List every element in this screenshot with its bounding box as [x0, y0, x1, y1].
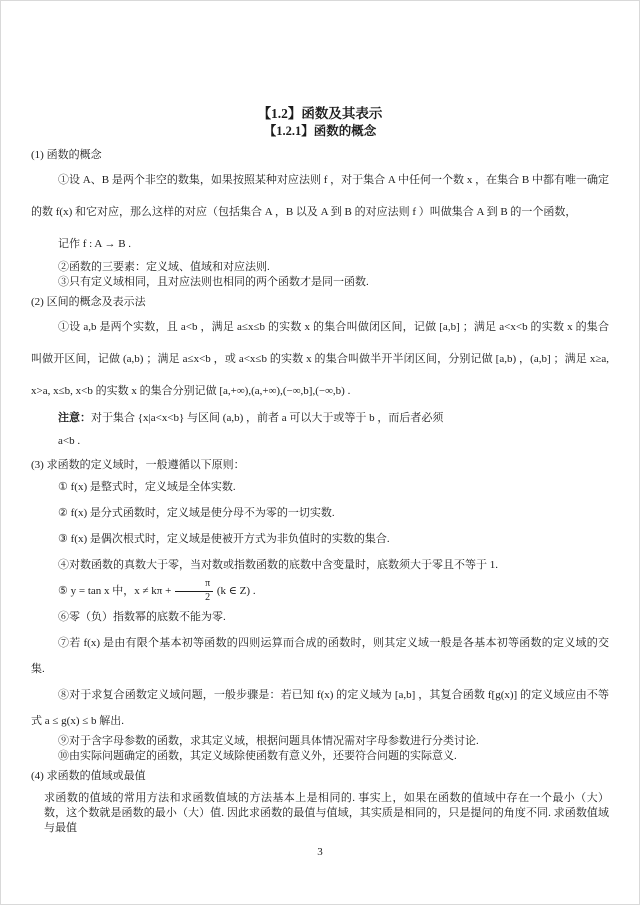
section-1-heading: (1) 函数的概念	[31, 149, 102, 161]
para-rule-5: ⑤ y = tan x 中，x ≠ kπ + $\frac{\pi}{2}$ (k ∈ Z) .	[58, 578, 256, 603]
para-rule-6: ⑥零（负）指数幂的底数不能为零.	[58, 611, 226, 623]
para-note-continuation: a<b .	[58, 435, 81, 447]
para-rule-3: ③ f(x) 是偶次根式时，定义域是使被开方式为非负值时的实数的集合.	[58, 533, 390, 545]
para-rule-9: ⑨对于含字母参数的函数，求其定义域，根据问题具体情况需对字母参数进行分类讨论.	[58, 735, 479, 747]
page-number: 3	[317, 846, 323, 858]
para-rule-10: ⑩由实际问题确定的函数，其定义域除使函数有意义外，还要符合问题的实际意义.	[58, 750, 457, 762]
document-title: 【1.2】函数及其表示	[257, 106, 383, 121]
para-rule-8: ⑧对于求复合函数定义域问题，一般步骤是：若已知 f(x) 的定义域为 [a,b] ，其复合函数 f[g(x)] 的定义域应由不等式 a ≤ g(x) ≤ b 解出.	[31, 689, 609, 727]
para-function-definition: ①设 A、B 是两个非空的数集，如果按照某种对应法则 f ，对于集合 A 中任何一个数 x ，在集合 B 中都有唯一确定的数 f(x) 和它对应，那么这样的对应（包括集合 A ，B 以及 A 到 B 的对应法则 f ）叫做集合 A 到 B 的一个函数，	[31, 174, 609, 218]
section-3-heading: (3) 求函数的定义域时，一般遵循以下原则：	[31, 459, 245, 471]
para-range-method: 求函数的值域的常用方法和求函数值域的方法基本上是相同的. 事实上，如果在函数的值域中存在一个最小（大）数，这个数就是函数的最小（大）值. 因此求函数的最值与值域，其实质是相同的，只是提问的角度不同. 求函数值域与最值	[44, 792, 609, 834]
section-4-heading: (4) 求函数的值域或最值	[31, 770, 146, 782]
para-three-elements: ②函数的三要素：定义域、值域和对应法则.	[58, 261, 270, 273]
para-rule-1: ① f(x) 是整式时，定义域是全体实数.	[58, 481, 236, 493]
para-function-notation: 记作 f : A → B .	[58, 238, 132, 250]
para-rule-2: ② f(x) 是分式函数时，定义域是使分母不为零的一切实数.	[58, 507, 335, 519]
document-subtitle: 【1.2.1】函数的概念	[263, 124, 377, 138]
fraction: $\frac{\pi}{2}$	[175, 579, 213, 603]
para-rule-7: ⑦若 f(x) 是由有限个基本初等函数的四则运算而合成的函数时，则其定义域一般是各基本初等函数的定义域的交集.	[31, 637, 609, 675]
para-rule-4: ④对数函数的真数大于零，当对数或指数函数的底数中含变量时，底数须大于零且不等于 1.	[58, 559, 498, 571]
para-same-function: ③只有定义域相同，且对应法则也相同的两个函数才是同一函数.	[58, 276, 369, 288]
section-2-heading: (2) 区间的概念及表示法	[31, 296, 146, 308]
document-body	[31, 147, 609, 836]
note-label: 注意：	[58, 412, 91, 424]
para-interval-definition: ①设 a,b 是两个实数，且 a<b ，满足 a≤x≤b 的实数 x 的集合叫做闭区间，记做 [a,b] ；满足 a<x<b 的实数 x 的集合叫做开区间，记做 (a,b) ；满足 a≤x<b ，或 a<x≤b 的实数 x 的集合叫做半开半闭区间，分别记做 [a,b) ，(a,b] ；满足 x≥a, x>a, x≤b, x<b 的实数 x 的集合分别记做 [a,+∞),(a,+∞),(−∞,b],(−∞,b) .	[31, 321, 609, 397]
para-note-interval: 注意：对于集合 {x|a<x<b} 与区间 (a,b) ，前者 a 可以大于或等于 b ，而后者必须	[58, 412, 444, 424]
